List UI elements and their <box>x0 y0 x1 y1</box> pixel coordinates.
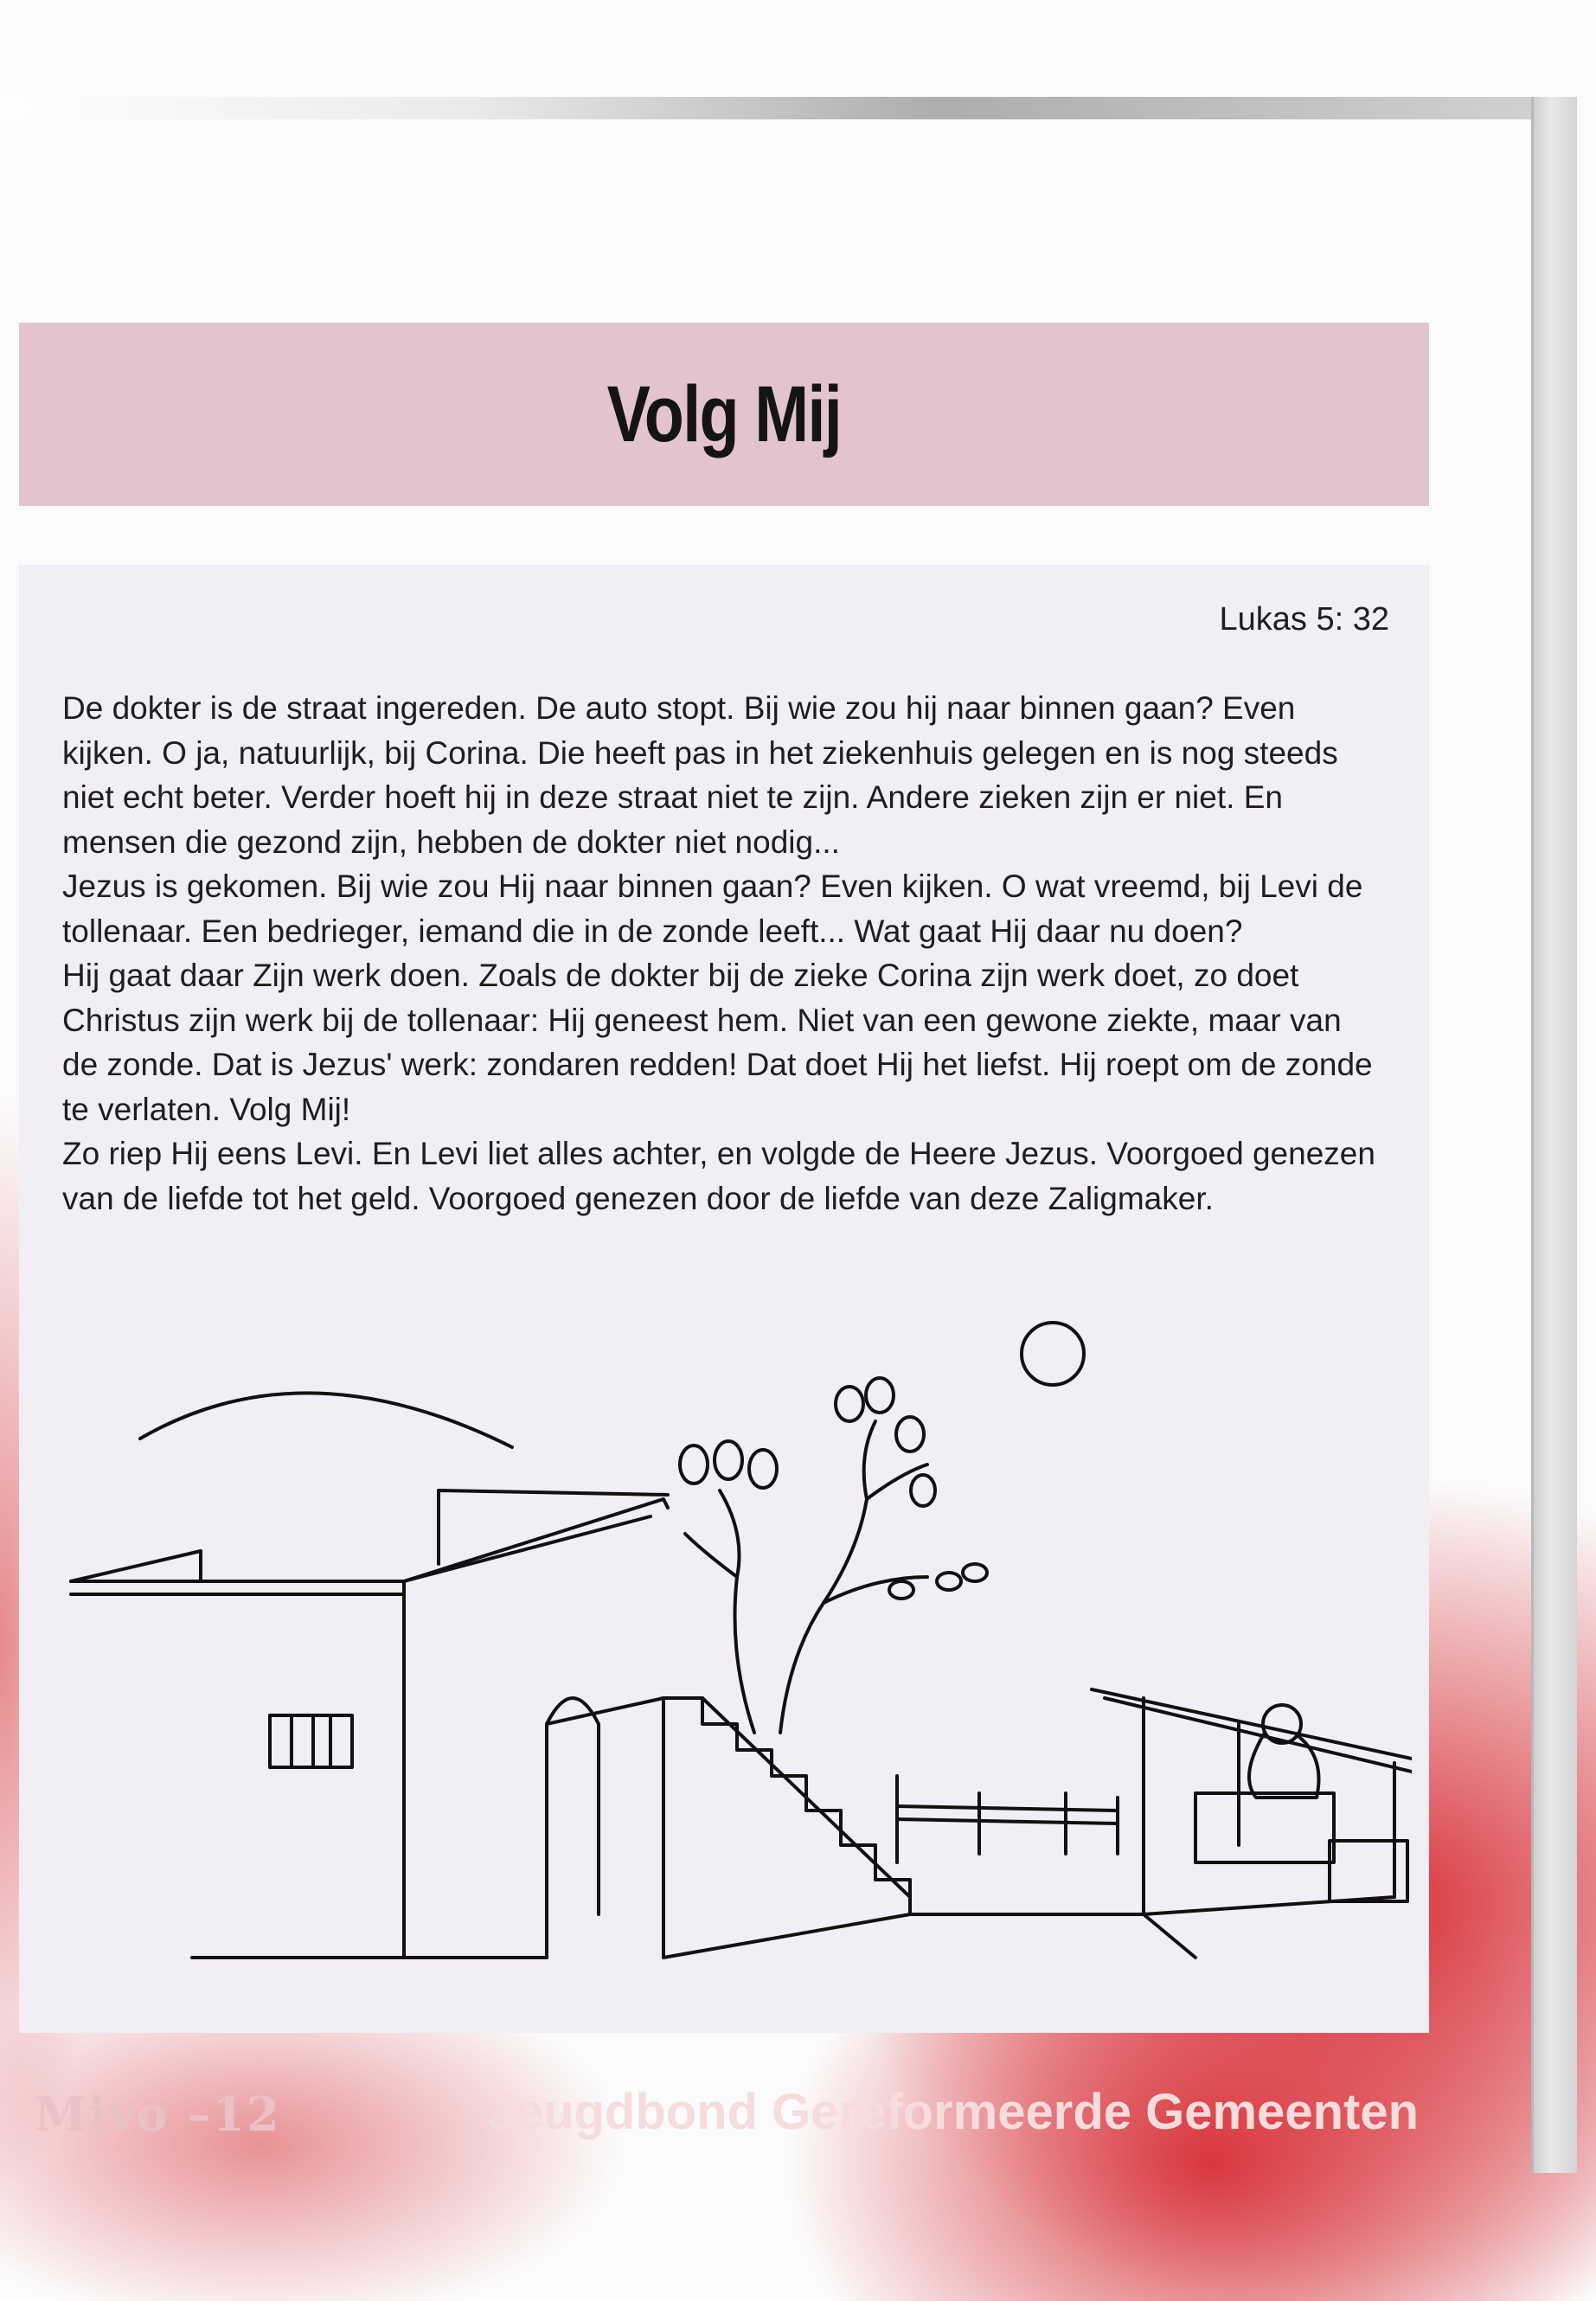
booth-table <box>1195 1793 1334 1862</box>
book-top-edge <box>0 97 1566 119</box>
dome-roof <box>140 1393 512 1447</box>
house-door <box>547 1698 599 1958</box>
paragraph: Jezus is gekomen. Bij wie zou Hij naar binnen gaan? Even kijken. O wat vreemd, bij Levi de tollenaar. Een bedrieger, iemand die in de zonde leeft... Wat gaat Hij daar nu doen? <box>62 868 1363 949</box>
house-window <box>270 1715 352 1767</box>
paragraph: De dokter is de straat ingereden. De auto stopt. Bij wie zou hij naar binnen gaan? Even kijken. O ja, natuurlijk, bij Corina. Die heeft pas in het ziekenhuis gelegen en is nog steeds niet echt beter. Verder hoeft hij in deze straat niet te zijn. Andere zieken zijn er niet. En mensen die gezond zijn, hebben de dokter niet nodig... <box>62 690 1338 860</box>
book-spine <box>1531 97 1577 2173</box>
tree <box>680 1378 987 1733</box>
fence <box>897 1776 1118 1862</box>
ground-line <box>910 1897 1394 1914</box>
footer-issue: Mivo –12 <box>35 2086 281 2142</box>
paragraph: Zo riep Hij eens Levi. En Levi liet alles achter, en volgde de Heere Jezus. Voorgoed genezen van de liefde tot het geld. Voorgoed genezen door de liefde van deze Zaligmaker. <box>62 1136 1375 1216</box>
paragraph: Hij gaat daar Zijn werk doen. Zoals de dokter bij de zieke Corina zijn werk doet, zo doet Christus zijn werk bij de tollenaar: Hij geneest hem. Niet van een gewone ziekte, maar van de zonde. Dat is Jezus' werk: zondaren redden! Dat doet Hij het liefst. Hij roept om de zonde te verlaten. Volg Mij! <box>62 958 1373 1127</box>
story-text <box>62 686 1377 1221</box>
title-band <box>19 323 1429 506</box>
moon-icon <box>1022 1323 1084 1385</box>
stairs <box>663 1698 910 1958</box>
content-panel <box>19 565 1429 2033</box>
page-title: Volg Mij <box>606 369 842 458</box>
bible-reference: Lukas 5: 32 <box>1219 601 1389 638</box>
house <box>71 1490 668 1958</box>
toll-booth <box>1092 1689 1412 1958</box>
tax-collector-head <box>1263 1705 1301 1743</box>
footer-publisher: Jeugdbond Gereformeerde Gemeenten <box>487 2084 1419 2140</box>
street-illustration <box>45 1292 1412 2027</box>
